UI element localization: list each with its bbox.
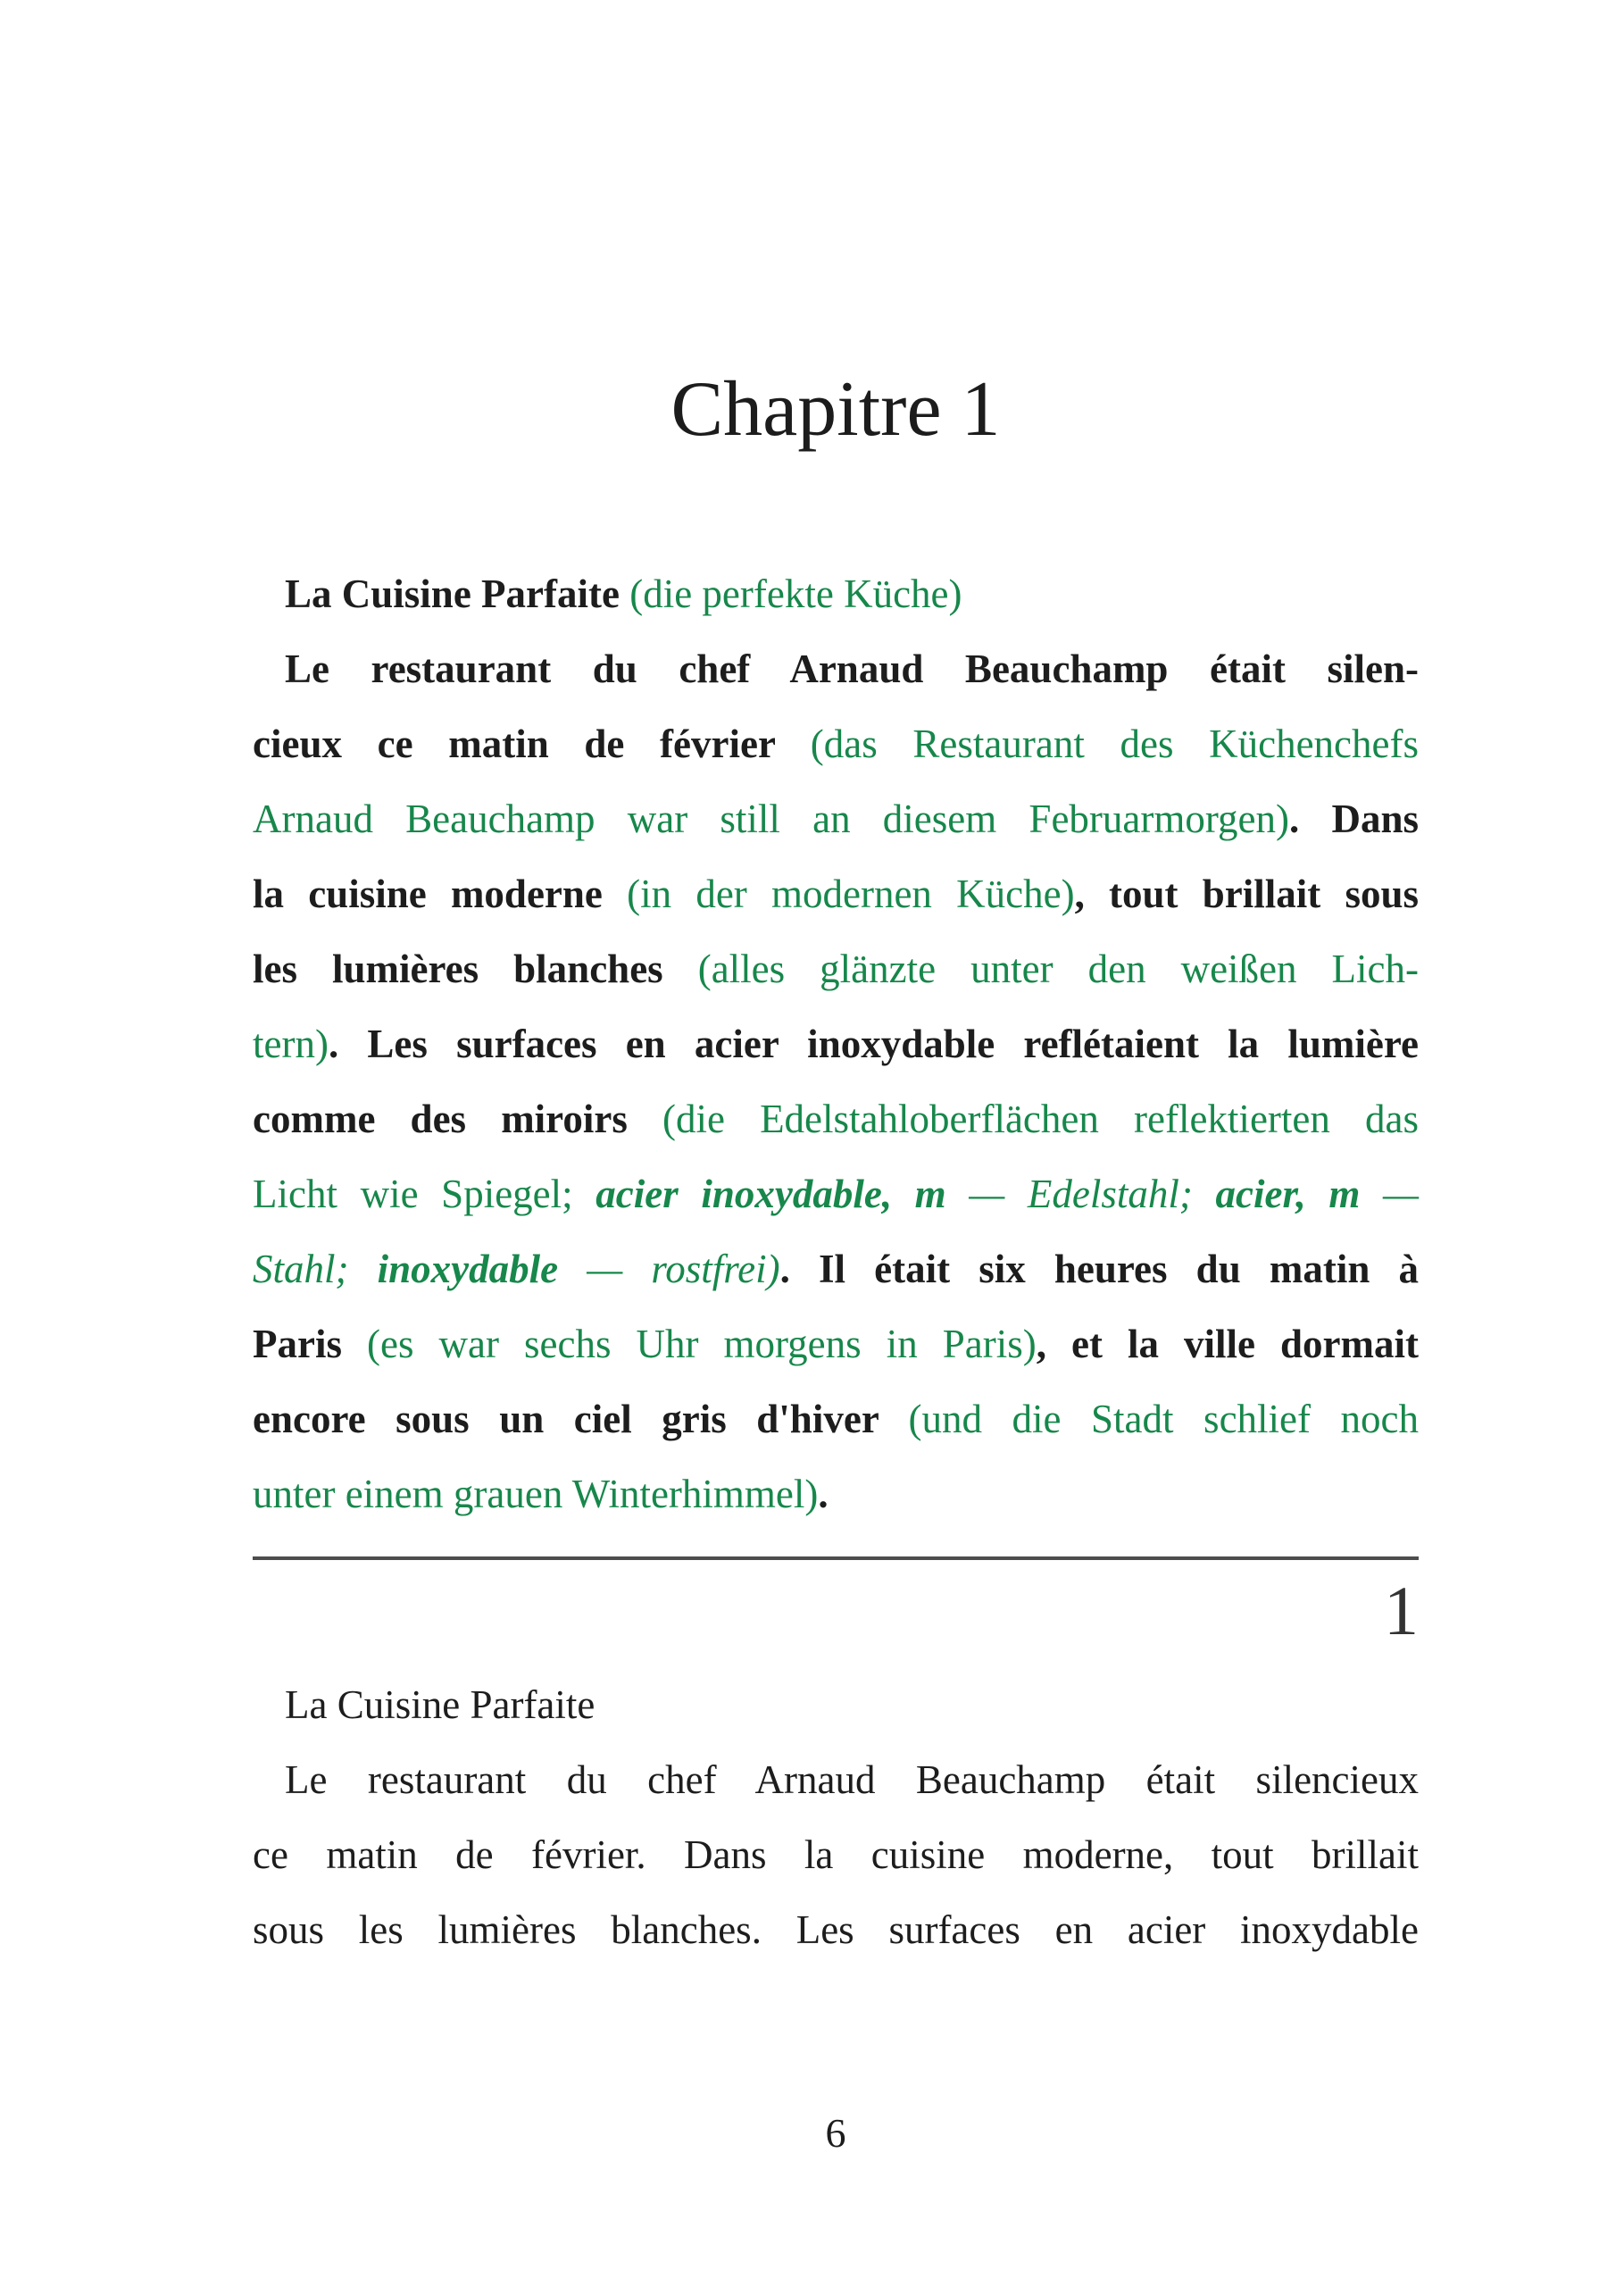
text-segment: . Il était six heures du matin à — [779, 1247, 1419, 1291]
text-segment: cieux ce matin de février — [253, 722, 811, 766]
text-line — [253, 706, 1419, 781]
text-segment: , tout brillait sous — [1074, 872, 1420, 916]
text-line — [253, 1231, 1419, 1306]
text-line — [253, 1892, 1419, 1967]
page-number: 6 — [825, 2110, 846, 2156]
text-line — [253, 1156, 1419, 1231]
text-segment: Le restaurant du chef Arnaud Beauchamp était silencieux — [285, 1757, 1419, 1802]
text-segment: (die perfekte Küche) — [629, 572, 962, 616]
text-segment: , et la ville dormait — [1036, 1322, 1419, 1366]
text-segment: . Les surfaces en acier inoxydable reflétaient la lumière — [328, 1022, 1419, 1066]
interlinear-paragraphs — [253, 556, 1419, 1531]
text-line — [253, 781, 1419, 856]
text-line — [253, 1306, 1419, 1381]
chapter-title: Chapitre 1 — [670, 366, 1001, 453]
text-line — [253, 556, 1419, 631]
text-line — [253, 1742, 1419, 1817]
text-segment: La Cuisine Parfaite — [285, 1682, 595, 1727]
text-segment: les lumières blanches — [253, 947, 698, 991]
text-line — [253, 1667, 1419, 1742]
section-divider — [253, 1556, 1419, 1560]
text-segment: (es war sechs Uhr morgens in Paris) — [367, 1322, 1037, 1366]
text-segment: (in der modernen Küche) — [627, 872, 1075, 916]
text-segment: . Dans — [1289, 797, 1419, 841]
text-line — [253, 1817, 1419, 1892]
section-number: 1 — [1384, 1572, 1419, 1649]
text-line — [253, 1006, 1419, 1081]
text-segment: la cuisine moderne — [253, 872, 628, 916]
text-segment: (das Restaurant des Küchenchefs — [810, 722, 1420, 766]
text-segment: encore sous un ciel gris d'hiver — [253, 1397, 909, 1441]
text-line — [253, 1456, 1419, 1531]
text-segment: (und die Stadt schlief noch — [908, 1397, 1420, 1441]
text-segment: Licht wie Spiegel; — [253, 1172, 596, 1216]
text-segment: — — [1360, 1172, 1420, 1216]
text-segment: acier, m — [1215, 1172, 1361, 1216]
text-line — [253, 1081, 1419, 1156]
text-segment: — Edelstahl; — [945, 1172, 1216, 1216]
text-segment: Arnaud Beauchamp war still an diesem Februarmorgen) — [253, 797, 1290, 841]
plain-text-paragraphs — [253, 1667, 1419, 1967]
text-segment: Paris — [253, 1322, 368, 1366]
text-segment: tern) — [253, 1022, 329, 1066]
text-line — [253, 931, 1419, 1006]
text-segment: inoxydable — [377, 1247, 559, 1291]
text-segment: — rostfrei) — [558, 1247, 780, 1291]
text-line — [253, 631, 1419, 706]
text-segment: comme des miroirs — [253, 1097, 662, 1141]
text-segment: Stahl; — [253, 1247, 378, 1291]
text-segment: sous les lumières blanches. Les surfaces en acier inoxydable — [253, 1907, 1419, 1952]
text-segment: (die Edelstahloberflächen reflektierten das — [662, 1097, 1419, 1141]
text-line — [253, 1381, 1419, 1456]
text-segment: unter einem grauen Winterhimmel) — [253, 1472, 819, 1516]
text-segment: . — [818, 1472, 829, 1516]
text-segment: acier inoxydable, m — [595, 1172, 946, 1216]
text-segment: Le restaurant du chef Arnaud Beauchamp était silen- — [285, 647, 1419, 691]
text-line — [253, 856, 1419, 931]
text-segment: La Cuisine Parfaite — [285, 572, 630, 616]
text-column — [253, 0, 1419, 1967]
text-segment: (alles glänzte unter den weißen Lich- — [697, 947, 1419, 991]
text-segment: ce matin de février. Dans la cuisine moderne, tout brillait — [253, 1832, 1419, 1877]
